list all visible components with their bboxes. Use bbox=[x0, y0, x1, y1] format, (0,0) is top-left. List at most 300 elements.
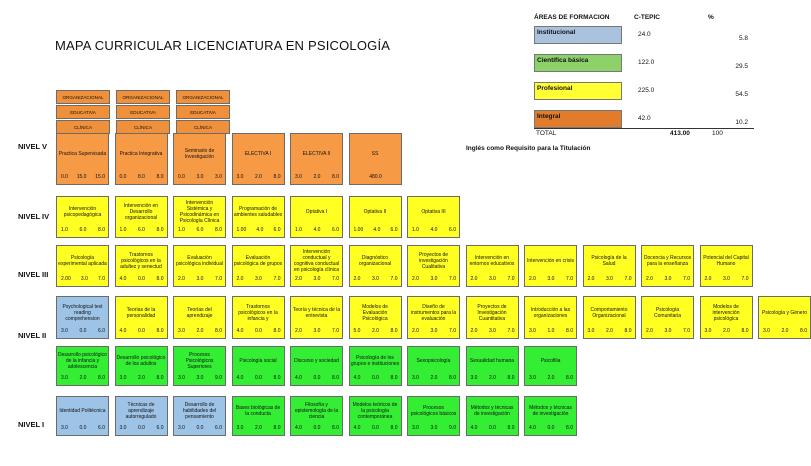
credit-value: 3.0 bbox=[470, 375, 478, 381]
legend-pct: 29.5 bbox=[735, 63, 748, 70]
course-name: Identidad Politécnica bbox=[59, 408, 106, 414]
course-credits bbox=[705, 328, 749, 336]
legend-total bbox=[534, 128, 754, 138]
course-credits bbox=[412, 375, 456, 383]
course-name: Optativa II bbox=[363, 209, 387, 215]
course-name: Comportamiento Organizacional bbox=[590, 306, 628, 319]
legend-row bbox=[534, 82, 754, 100]
credit-value: 0.0 bbox=[138, 425, 145, 431]
credit-value: 3.0 bbox=[178, 328, 185, 334]
course-box bbox=[407, 196, 460, 238]
credit-value: 8.0 bbox=[566, 328, 573, 334]
course-box bbox=[173, 196, 226, 238]
legend-row bbox=[534, 54, 754, 72]
credit-value: 2.0 bbox=[547, 375, 555, 381]
credit-value: 3.0 bbox=[255, 276, 262, 282]
credit-value: 3.0 bbox=[196, 276, 204, 282]
course-name: ELECTIVA II bbox=[302, 151, 331, 157]
course-credits bbox=[295, 174, 339, 182]
course-box bbox=[349, 396, 402, 436]
credit-value: 8.0 bbox=[273, 375, 281, 381]
credit-value: 4.0 bbox=[236, 328, 244, 334]
course-name: Seminario de Investigación bbox=[184, 148, 215, 160]
course-credits bbox=[412, 227, 456, 235]
credit-value: 3.0 bbox=[430, 328, 438, 334]
credit-value: 7.0 bbox=[566, 276, 573, 282]
credit-value: 2.0 bbox=[236, 276, 244, 282]
course-box bbox=[583, 245, 636, 287]
course-box bbox=[173, 245, 226, 287]
course-name: Evaluación psicológica de grupos bbox=[233, 255, 283, 267]
course-name: Diseño de instrumentos para la evaluación bbox=[410, 303, 457, 322]
course-credits bbox=[354, 425, 398, 433]
credit-value: 6.0 bbox=[390, 227, 398, 233]
credit-value: 2.0 bbox=[781, 328, 789, 334]
credit-value: 3.0 bbox=[236, 425, 244, 431]
credit-value: 0.0 bbox=[372, 425, 379, 431]
credit-value: 2.0 bbox=[430, 375, 438, 381]
course-name: Modelos de intervención psicológica bbox=[712, 303, 740, 322]
course-box bbox=[115, 346, 168, 386]
credit-value: 0.0 bbox=[372, 375, 379, 381]
course-name: Psicología de la Salud bbox=[591, 255, 627, 267]
credit-value: 3.0 bbox=[704, 328, 712, 334]
credit-value: 8.0 bbox=[273, 174, 281, 180]
course-name: Psicología de los grupos e instituciones bbox=[350, 355, 400, 367]
course-name: Practica Integrativa bbox=[119, 151, 163, 157]
credit-value: 4.0 bbox=[256, 227, 264, 233]
legend-total-credits: 413.00 bbox=[670, 130, 690, 137]
credit-value: 3.0 bbox=[61, 328, 68, 334]
credit-value: 8.0 bbox=[332, 174, 339, 180]
credit-value: 2.0 bbox=[412, 276, 419, 282]
course-box bbox=[700, 245, 753, 287]
course-name: Trastornos psicológicos en la adultez y senectud bbox=[120, 252, 162, 270]
course-credits bbox=[705, 276, 749, 284]
course-name: Técnicas de aprendizaje autorregulado bbox=[125, 402, 157, 420]
course-name: Intervención en crisis bbox=[527, 258, 574, 264]
credit-value: 7.0 bbox=[332, 276, 339, 282]
credit-value: 3.0 bbox=[430, 425, 438, 431]
course-name: Modelos teóricos de la psicología contemporánea bbox=[352, 402, 398, 420]
course-box bbox=[290, 396, 343, 436]
credit-value: 8.0 bbox=[156, 276, 164, 282]
credit-value: 3.0 bbox=[313, 328, 321, 334]
course-credits bbox=[178, 328, 222, 336]
credit-value: 2.0 bbox=[723, 328, 730, 334]
credit-value: 2.0 bbox=[196, 328, 204, 334]
course-box bbox=[173, 346, 226, 386]
credit-value: 7.0 bbox=[390, 276, 398, 282]
course-name: Desarrollo de habilidades del pensamiento bbox=[182, 402, 217, 420]
level-label: NIVEL II bbox=[18, 331, 47, 340]
credit-value: 8.0 bbox=[566, 375, 573, 381]
legend-pct: 5.8 bbox=[738, 35, 748, 42]
course-box bbox=[290, 296, 343, 339]
course-credits bbox=[412, 328, 456, 336]
credit-value: 8.0 bbox=[98, 227, 105, 233]
credit-value: 2.0 bbox=[178, 276, 185, 282]
credit-value: 0.0 bbox=[489, 425, 496, 431]
course-credits bbox=[763, 328, 807, 336]
course-box bbox=[641, 296, 694, 339]
course-name: Intervención psicopedagógica bbox=[63, 206, 102, 218]
legend-swatch: Científica básica bbox=[534, 54, 622, 72]
credit-value: 3.0 bbox=[119, 425, 127, 431]
credit-value: 6.0 bbox=[138, 227, 145, 233]
course-credits bbox=[237, 276, 281, 284]
course-credits bbox=[354, 227, 398, 235]
credit-value: 4.0 bbox=[529, 425, 536, 431]
course-box bbox=[232, 346, 285, 386]
course-credits bbox=[646, 276, 690, 284]
course-credits bbox=[61, 375, 105, 383]
course-box bbox=[407, 346, 460, 386]
credit-value: 8.0 bbox=[800, 328, 807, 334]
course-credits bbox=[295, 425, 339, 433]
credit-value: 2.0 bbox=[646, 276, 653, 282]
credit-value: 6.0 bbox=[332, 227, 339, 233]
course-credits bbox=[120, 328, 164, 336]
course-credits bbox=[237, 174, 281, 182]
legend-swatch: Institucional bbox=[534, 26, 622, 44]
credit-value: 0.0 bbox=[79, 425, 87, 431]
course-box bbox=[290, 133, 343, 185]
legend-pct: 54.5 bbox=[735, 91, 748, 98]
credit-value: 7.0 bbox=[624, 276, 632, 282]
credit-value: 8.0 bbox=[332, 425, 339, 431]
credit-value: 3.0 bbox=[664, 276, 672, 282]
credit-value: 8.0 bbox=[449, 375, 456, 381]
credit-value: 3.0 bbox=[489, 328, 496, 334]
course-box bbox=[700, 296, 753, 339]
credit-value: 2.00 bbox=[61, 276, 71, 282]
course-name: Sexualidad humana bbox=[469, 358, 515, 364]
credit-value: 3.0 bbox=[430, 276, 438, 282]
course-credits bbox=[471, 425, 515, 433]
credit-value: 2.0 bbox=[313, 174, 321, 180]
credit-value: 7.0 bbox=[449, 328, 456, 334]
course-credits bbox=[61, 276, 105, 284]
credit-value: 4.0 bbox=[236, 375, 244, 381]
credit-value: 0.0 bbox=[61, 174, 68, 180]
course-box bbox=[466, 245, 519, 287]
credit-value: 1.0 bbox=[547, 328, 555, 334]
course-name: Potencial del Capital Humano bbox=[703, 255, 749, 267]
english-requirement: Inglés como Requisito para la Titulación bbox=[466, 145, 591, 152]
specialization-tag: ORGANIZACIONAL bbox=[176, 90, 230, 104]
course-credits bbox=[471, 375, 515, 383]
credit-value: 2.0 bbox=[470, 328, 478, 334]
course-credits bbox=[237, 375, 281, 383]
credit-value: 8.0 bbox=[156, 174, 164, 180]
credit-value: 2.0 bbox=[372, 328, 379, 334]
credit-value: 7.0 bbox=[98, 276, 105, 282]
specialization-tag: EDUCATIVA bbox=[56, 105, 110, 119]
credit-value: 3.0 bbox=[196, 174, 204, 180]
credit-value: 0.0 bbox=[138, 328, 145, 334]
course-name: Procesos Psicológicos Superiores bbox=[185, 352, 214, 370]
course-name: Psychological text reading comprehension bbox=[62, 303, 103, 322]
level-label: NIVEL III bbox=[18, 270, 49, 279]
legend-credits: 24.0 bbox=[638, 31, 651, 38]
course-name: Psicología Comunitaria bbox=[654, 306, 681, 319]
course-box bbox=[290, 346, 343, 386]
credit-value: 8.0 bbox=[741, 328, 749, 334]
course-credits bbox=[178, 425, 222, 433]
credit-value: 9.0 bbox=[215, 375, 222, 381]
course-name: Optativa III bbox=[421, 209, 446, 215]
credit-value: 8.0 bbox=[156, 227, 164, 233]
course-credits bbox=[61, 174, 105, 182]
course-credits bbox=[412, 425, 456, 433]
credit-value: 3.0 bbox=[215, 174, 222, 180]
credit-value: 4.0 bbox=[353, 375, 361, 381]
credit-value: 3.0 bbox=[489, 276, 496, 282]
course-box bbox=[56, 245, 109, 287]
credit-value: 8.0 bbox=[98, 375, 105, 381]
course-credits bbox=[529, 375, 573, 383]
course-box bbox=[407, 396, 460, 436]
credit-value: 6.0 bbox=[156, 425, 164, 431]
course-credits bbox=[237, 227, 281, 235]
course-name: Filosofía y epistemología de la ciencia bbox=[294, 402, 339, 420]
course-credits bbox=[354, 328, 398, 336]
credit-value: 6.0 bbox=[98, 328, 105, 334]
course-box bbox=[232, 133, 285, 185]
credit-value: 3.0 bbox=[412, 425, 419, 431]
course-box bbox=[173, 396, 226, 436]
credit-value: 1.0 bbox=[119, 227, 127, 233]
course-box bbox=[466, 396, 519, 436]
course-box bbox=[349, 296, 402, 339]
credit-value: 0.0 bbox=[119, 174, 127, 180]
course-name: Métodos y técnicas de investigación bbox=[470, 405, 514, 417]
credit-value: 4.0 bbox=[295, 425, 302, 431]
credit-value: 2.0 bbox=[353, 276, 361, 282]
credit-value: 3.0 bbox=[178, 375, 185, 381]
credit-value: 5.0 bbox=[353, 328, 361, 334]
course-credits bbox=[178, 375, 222, 383]
course-name: Intervención conductual y cognitiva conductual en psicología clínica bbox=[293, 249, 340, 273]
credit-value: 6.0 bbox=[98, 425, 105, 431]
course-name: ELECTIVA I bbox=[244, 151, 272, 157]
course-name: Bases biológicas de la conducta bbox=[235, 405, 281, 417]
credit-value: 8.0 bbox=[156, 375, 164, 381]
credit-value: 2.0 bbox=[489, 375, 496, 381]
course-credits bbox=[354, 174, 398, 182]
credit-value: 8.0 bbox=[156, 328, 164, 334]
credit-value: 3.0 bbox=[61, 375, 68, 381]
course-name: Optativa I bbox=[305, 209, 328, 215]
course-box bbox=[349, 245, 402, 287]
credit-value: 9.0 bbox=[449, 425, 456, 431]
course-credits bbox=[646, 328, 690, 336]
credit-value: 8.0 bbox=[390, 328, 398, 334]
legend-pct: 10.2 bbox=[735, 119, 748, 126]
credit-value: 8.0 bbox=[138, 174, 145, 180]
credit-value: 8.0 bbox=[507, 375, 515, 381]
credit-value: 3.0 bbox=[606, 276, 613, 282]
course-credits bbox=[295, 375, 339, 383]
course-box bbox=[524, 296, 577, 339]
legend-total-pct: 100 bbox=[712, 130, 723, 137]
credit-value: 4.0 bbox=[295, 375, 302, 381]
course-credits bbox=[295, 276, 339, 284]
credit-value: 7.0 bbox=[683, 328, 690, 334]
course-box bbox=[115, 396, 168, 436]
specialization-tag: CLÍNICA bbox=[56, 120, 110, 134]
credit-value: 7.0 bbox=[683, 276, 690, 282]
course-box bbox=[583, 296, 636, 339]
course-name: Psicología y Género bbox=[761, 309, 808, 316]
course-credits bbox=[588, 276, 632, 284]
credit-value: 7.0 bbox=[741, 276, 749, 282]
credit-value: 8.0 bbox=[273, 328, 281, 334]
course-box bbox=[524, 346, 577, 386]
credit-value: 7.0 bbox=[332, 328, 339, 334]
course-box bbox=[407, 296, 460, 339]
course-credits bbox=[529, 328, 573, 336]
legend-swatch: Profesional bbox=[534, 82, 622, 100]
course-credits bbox=[61, 328, 105, 336]
credit-value: 3.0 bbox=[547, 276, 555, 282]
course-name: Psicología experimental aplicada bbox=[58, 255, 107, 267]
credit-value: 3.0 bbox=[80, 276, 88, 282]
credit-value: 6.0 bbox=[215, 425, 222, 431]
credit-value: 2.0 bbox=[646, 328, 653, 334]
credit-value: 1.0 bbox=[295, 227, 302, 233]
course-name: Introducción a las organizaciones bbox=[530, 306, 571, 319]
course-name: Evaluación psicológica individual bbox=[176, 255, 223, 267]
credit-value: 15.0 bbox=[95, 174, 105, 180]
credit-value: 2.0 bbox=[295, 276, 302, 282]
course-name: Intervención en Desarrollo organizacional bbox=[123, 203, 159, 221]
legend-row bbox=[534, 26, 754, 44]
credit-value: 4.0 bbox=[470, 425, 478, 431]
legend-header-area: ÁREAS DE FORMACION bbox=[534, 14, 610, 21]
course-name: Practica Supervisada bbox=[58, 151, 107, 157]
course-name: Teoría y técnica de la entrevista bbox=[292, 306, 341, 319]
course-credits bbox=[178, 227, 222, 235]
course-box bbox=[758, 296, 811, 339]
credit-value: 0.0 bbox=[547, 425, 555, 431]
course-box bbox=[56, 346, 109, 386]
credit-value: 3.0 bbox=[372, 276, 379, 282]
course-box bbox=[56, 396, 109, 436]
credit-value: 2.0 bbox=[79, 375, 87, 381]
credit-value: 3.0 bbox=[763, 328, 770, 334]
level-label: NIVEL I bbox=[18, 420, 45, 429]
credit-value: 8.0 bbox=[624, 328, 632, 334]
credit-value: 8.0 bbox=[390, 425, 398, 431]
credit-value: 7.0 bbox=[507, 328, 515, 334]
course-name: Modelos de Evaluación Psicológica bbox=[362, 303, 388, 322]
course-credits bbox=[120, 425, 164, 433]
credit-value: 3.0 bbox=[119, 375, 127, 381]
course-box bbox=[56, 133, 109, 185]
credit-value: 7.0 bbox=[449, 276, 456, 282]
credit-value: 2.0 bbox=[255, 174, 262, 180]
course-name: Sexopsicología bbox=[416, 358, 451, 364]
credit-value: 1.0 bbox=[178, 227, 185, 233]
credit-value: 8.0 bbox=[390, 375, 398, 381]
course-name: Psicología social bbox=[239, 358, 277, 364]
course-box bbox=[349, 133, 402, 185]
specialization-tag: EDUCATIVA bbox=[116, 105, 170, 119]
credit-value: 1.0 bbox=[412, 227, 419, 233]
credit-value: 2.0 bbox=[587, 276, 595, 282]
course-credits bbox=[588, 328, 632, 336]
course-credits bbox=[237, 425, 281, 433]
legend-swatch: Integral bbox=[534, 110, 622, 128]
course-credits bbox=[61, 227, 105, 235]
course-name: Trastornos psicológicos en la infancia y bbox=[238, 303, 278, 322]
credit-value: 4.0 bbox=[119, 328, 127, 334]
course-name: Desarrollo psicológico de los adultos bbox=[116, 355, 166, 367]
credit-value: 0.0 bbox=[138, 276, 145, 282]
legend-credits: 42.0 bbox=[638, 115, 651, 122]
course-box bbox=[466, 346, 519, 386]
page-title: MAPA CURRICULAR LICENCIATURA EN PSICOLOGÍA bbox=[55, 38, 391, 53]
course-name: Discurso y sociedad bbox=[294, 358, 339, 364]
course-box bbox=[232, 396, 285, 436]
course-credits bbox=[61, 425, 105, 433]
legend-credits: 122.0 bbox=[638, 59, 655, 66]
course-credits bbox=[120, 227, 164, 235]
course-box bbox=[349, 196, 402, 238]
credit-value: 0.0 bbox=[178, 174, 185, 180]
course-name: Métodos y técnicas de investigación bbox=[529, 405, 572, 417]
course-box bbox=[232, 196, 285, 238]
course-box bbox=[641, 245, 694, 287]
course-name: Diagnóstico organizacional bbox=[358, 255, 392, 267]
credit-value: 3.0 bbox=[61, 425, 68, 431]
course-box bbox=[349, 346, 402, 386]
credit-value: 2.0 bbox=[529, 276, 536, 282]
course-box bbox=[173, 133, 226, 185]
credit-value: 3.0 bbox=[412, 375, 419, 381]
course-credits bbox=[354, 375, 398, 383]
course-box bbox=[232, 296, 285, 339]
credit-value: 3.0 bbox=[313, 276, 321, 282]
course-credits bbox=[529, 276, 573, 284]
legend-credits: 225.0 bbox=[638, 87, 655, 94]
course-box bbox=[290, 196, 343, 238]
credit-value: 7.0 bbox=[507, 276, 515, 282]
credit-value: 15.0 bbox=[76, 174, 87, 180]
credit-value: 7.0 bbox=[215, 276, 222, 282]
credit-value: 2.0 bbox=[138, 375, 145, 381]
credit-value: 2.0 bbox=[295, 328, 302, 334]
course-credits bbox=[295, 227, 339, 235]
course-box bbox=[466, 296, 519, 339]
credit-value: 3.0 bbox=[236, 174, 244, 180]
course-name: Psicofilia bbox=[540, 358, 561, 364]
credit-value: 0.0 bbox=[196, 425, 204, 431]
course-box bbox=[115, 133, 168, 185]
course-box bbox=[115, 245, 168, 287]
course-credits bbox=[120, 375, 164, 383]
credit-value: 3.0 bbox=[723, 276, 730, 282]
credit-value: 4.0 bbox=[353, 425, 361, 431]
legend-total-label: TOTAL bbox=[536, 130, 557, 137]
course-box bbox=[290, 245, 343, 287]
credit-value: 3.0 bbox=[196, 375, 204, 381]
credit-value: 8.0 bbox=[507, 425, 515, 431]
credit-value: 1.0 bbox=[61, 227, 68, 233]
course-name: Programación de ambientes saludables bbox=[233, 206, 283, 218]
